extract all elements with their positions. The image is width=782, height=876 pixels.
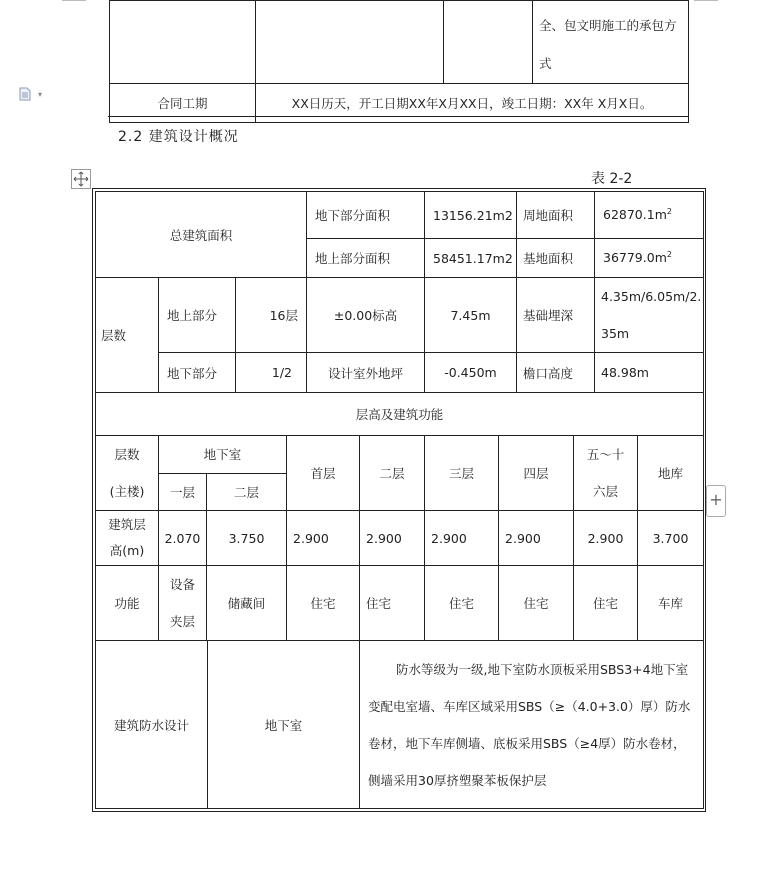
document-icon[interactable] [19,87,31,101]
outdoor-label: 设计室外地坪 [307,353,425,393]
building-table-waterproof [95,640,704,809]
height-l2: 2.900 [360,511,425,566]
base-area-value: 36779.0m [603,250,667,266]
section-heading: 2.2 建筑设计概况 [118,129,239,145]
waterproof-label: 建筑防水设计 [96,641,208,809]
top-cell-4 [533,1,689,84]
level-5-16-header [574,436,638,511]
add-row-icon[interactable]: + [706,485,726,517]
elev-value: 7.45m [425,278,517,353]
func-garage: 车库 [638,566,704,641]
base-area-cell [595,239,704,278]
waterproof-area: 地下室 [208,641,360,809]
height-b2: 3.750 [207,511,287,566]
func-b1-line2: 夹层 [169,614,195,629]
sup-2b: 2 [666,250,672,260]
header-rule-left [62,0,86,1]
top-cell-3 [444,1,533,84]
below-label: 地下部分 [159,353,236,393]
func-l5-16: 住宅 [574,566,638,641]
base-area-label: 基地面积 [517,239,595,278]
height-garage: 3.700 [638,511,704,566]
aboveground-area-value: 58451.17m2 [425,239,517,278]
height-l3: 2.900 [425,511,499,566]
floors-main-1: 层数 [114,447,140,462]
aboveground-area-label: 地上部分面积 [307,239,425,278]
below-value: 1/2 [236,353,307,393]
garage-header: 地库 [638,436,704,511]
top-cell-2 [256,1,444,84]
elev-label: ±0.00标高 [307,278,425,353]
site-area-label: 周地面积 [517,192,595,239]
level-5-16-line1: 五～十 [586,447,625,462]
top-cell-1 [110,1,256,84]
eave-value: 48.98m [595,353,704,393]
top-cell-text: 全、包文明施工的承包方式 [539,18,677,71]
building-table-floors [95,435,704,641]
top-table-border-bottom [108,116,689,117]
level-1-header: 首层 [287,436,360,511]
foundation-value: 4.35m/6.05m/2.35m [595,278,704,353]
func-b1-line1: 设备 [169,577,195,592]
floors-label: 层数 [96,278,159,393]
above-label: 地上部分 [159,278,236,353]
level-5-16-line2: 六层 [593,484,619,499]
height-label-1: 建筑层 [108,517,146,532]
building-table-top [95,191,704,436]
height-label [96,511,159,566]
floors-main-2: (主楼) [109,484,145,499]
func-l2: 住宅 [360,566,425,641]
top-table [109,0,689,123]
height-label-2: 高(m) [109,543,145,558]
chevron-down-icon[interactable]: ▾ [38,90,43,99]
func-l3: 住宅 [425,566,499,641]
level-2-header: 二层 [360,436,425,511]
site-area-value: 62870.1m [603,207,667,223]
site-area-cell [595,192,704,239]
header-rule-right [694,0,718,1]
height-l4: 2.900 [499,511,574,566]
func-b2: 储藏间 [207,566,287,641]
move-handle-icon[interactable] [71,169,91,189]
total-area-label: 总建筑面积 [96,192,307,278]
height-l5-16: 2.900 [574,511,638,566]
func-l4: 住宅 [499,566,574,641]
foundation-label: 基础埋深 [517,278,595,353]
sup-2: 2 [666,207,672,217]
contract-period-value: XX日历天，开工日期XX年X月XX日，竣工日期：XX年 X月X日。 [256,84,689,123]
section-title: 层高及建筑功能 [96,393,704,436]
func-l1: 住宅 [287,566,360,641]
basement-header: 地下室 [159,436,287,474]
level-4-header: 四层 [499,436,574,511]
above-value: 16层 [236,278,307,353]
eave-label: 檐口高度 [517,353,595,393]
underground-area-value: 13156.21m2 [425,192,517,239]
contract-period-label: 合同工期 [110,84,256,123]
height-b1: 2.070 [159,511,207,566]
table-label: 表 2-2 [591,171,633,187]
outdoor-value: -0.450m [425,353,517,393]
b1-header: 一层 [159,473,207,511]
floors-main-header [96,436,159,511]
height-l1: 2.900 [287,511,360,566]
func-b1 [159,566,207,641]
func-label: 功能 [96,566,159,641]
waterproof-text: 防水等级为一级,地下室防水顶板采用SBS3+4地下室变配电室墙、车库区域采用SBS（≥（4.0+3.0）厚）防水卷材，地下车库侧墙、底板采用SBS（≥4厚）防水卷材，侧墙采用30厚挤塑聚苯板保护层 [360,641,704,809]
b2-header: 二层 [207,473,287,511]
underground-area-label: 地下部分面积 [307,192,425,239]
level-3-header: 三层 [425,436,499,511]
